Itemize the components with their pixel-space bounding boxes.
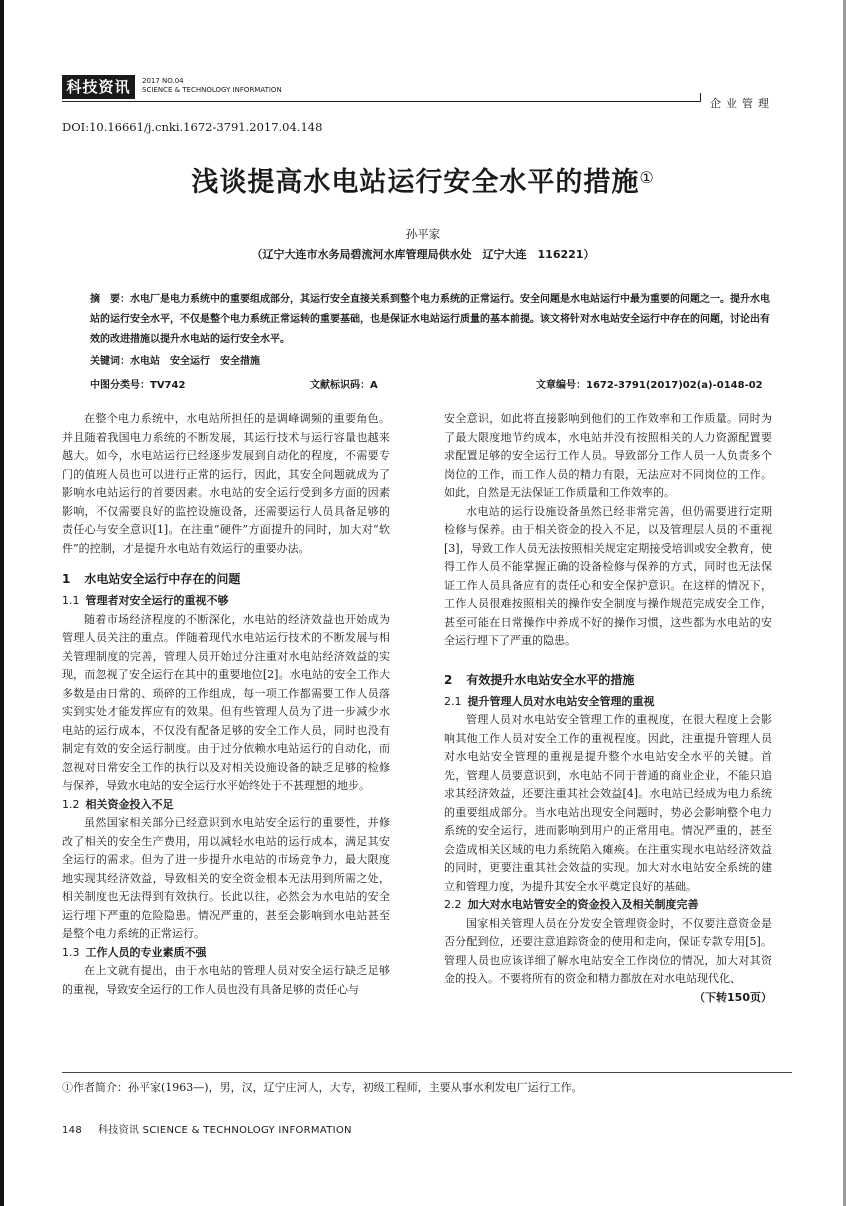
section-1-3-paragraph-b: 安全意识，如此将直接影响到他们的工作效率和工作质量。同时为了最大限度地节约成本，水电站并没有按照相关的人力资源配置要求配置足够的安全运行工作人员。导致部分工作人员一人负责多个岗位的工作，而工作人员的精力有限，无法应对不同岗位的工作。如此，自然是无法保证工作质量和工作效率的。 xyxy=(444,412,772,499)
page-number: 148 xyxy=(62,1125,82,1136)
footer-journal: 科技资讯 SCIENCE & TECHNOLOGY INFORMATION xyxy=(98,1125,352,1136)
section-2-2-title: 加大对水电站管安全的资金投入及相关制度完善 xyxy=(467,898,699,911)
section-1-1-number: 1.1 xyxy=(62,594,80,607)
document-code: 文献标识码：A xyxy=(310,380,378,391)
header-rule-tick xyxy=(700,93,701,102)
section-1-heading xyxy=(62,570,390,588)
author-footnote: ①作者简介：孙平家(1963—)，男，汉，辽宁庄河人，大专，初级工程师，主要从事水利发电厂运行工作。 xyxy=(62,1081,583,1094)
section-1-3-title: 工作人员的专业素质不强 xyxy=(85,945,207,959)
section-1-2-heading xyxy=(62,796,390,815)
section-1-number: 1 xyxy=(62,572,71,586)
article-number: 文章编号：1672-3791(2017)02(a)-0148-02 xyxy=(536,380,763,391)
section-2-1-heading xyxy=(444,693,772,712)
section-1-title: 水电站安全运行中存在的问题 xyxy=(84,572,241,586)
section-1-1-title: 管理者对安全运行的重视不够 xyxy=(85,594,229,607)
section-1-3-paragraph-c: 水电站的运行设施设备虽然已经非常完善，但仍需要进行定期检修与保养。由于相关资金的投入不足，以及管理层人员的不重视[3]，导致工作人员无法按照相关规定定期接受培训或安全教育，使得工作人员不能掌握正确的设备检修与保养的方式，同时也无法保证工作人员具备应有的责任心和安全保护意识。在这样的情况下，工作人员很难按照相关的操作安全制度与操作规范完成安全工作，甚至可能在日常操作中养成不好的操作习惯，这些都为水电站的安全运行埋下了严重的隐患。 xyxy=(444,504,772,647)
continued-note: （下转150页） xyxy=(694,990,772,1004)
paper-title xyxy=(0,160,846,199)
section-2-1-title: 提升管理人员对水电站安全管理的重视 xyxy=(467,694,655,708)
header-rule xyxy=(62,101,700,102)
affiliation: （辽宁大连市水务局碧流河水库管理局供水处 辽宁大连 116221） xyxy=(251,248,595,261)
section-1-2-paragraph: 虽然国家相关部分已经意识到水电站安全运行的重要性，并修改了相关的安全生产费用，用以减轻水电站的运行成本，满足其安全运行的需求。但为了进一步提升水电站的市场竞争力，最大限度地实现其经济效益，导致相关的安全资金根本无法用到所需之处，相关制度也无法得到有效执行。长此以往，必然会为水电站的安全运行埋下严重的危险隐患。情况严重的，甚至会影响到水电站甚至是整个电力系统的正常运行。 xyxy=(62,816,390,940)
section-1-1-paragraph: 随着市场经济程度的不断深化，水电站的经济效益也开始成为管理人员关注的重点。伴随着现代水电站运行技术的不断发展与相关管理制度的完善，管理人员开始过分注重对水电站经济效益的实现，而忽视了安全运行在其中的重要地位[2]。水电站的安全工作大多数是由日常的、琐碎的工作组成，每一项工作都需要工作人员落实到实处才能发挥应有的效果。但有些管理人员为了进一步减少水电站的运行成本，不仅没有配备足够的安全工作人员，同时也没有制定有效的安全运行制度。由于过分依赖水电站运行的自动化，而忽视对日常安全工作的执行以及对相关设施设备的缺乏足够的检修与保养，导致水电站的安全运行水平始终处于不甚理想的地步。 xyxy=(62,612,390,792)
abstract-label: 摘 要： xyxy=(90,294,130,305)
right-column xyxy=(444,410,772,1007)
title-footnote-mark: ① xyxy=(639,168,655,187)
section-1-2-title: 相关资金投入不足 xyxy=(85,797,174,811)
journal-issue: 2017 NO.04 xyxy=(142,77,184,85)
section-2-2-paragraph: 国家相关管理人员在分发安全管理资金时，不仅要注意资金是否分配到位，还要注意追踪资金的使用和走向，保证专款专用[5]。管理人员也应该详细了解水电站安全工作岗位的情况，加大对其资金的投入。不要将所有的资金和精力都放在对水电站现代化、 xyxy=(444,916,772,985)
journal-english-name: SCIENCE & TECHNOLOGY INFORMATION xyxy=(142,86,282,94)
section-2-2-heading xyxy=(444,896,772,915)
section-2-1-number: 2.1 xyxy=(444,694,462,708)
section-1-2-number: 1.2 xyxy=(62,797,80,811)
section-2-title: 有效提升水电站安全水平的措施 xyxy=(466,672,635,687)
left-column xyxy=(62,410,390,999)
page-footer xyxy=(62,1121,352,1136)
section-2-number: 2 xyxy=(444,672,453,687)
section-1-1-heading xyxy=(62,592,390,611)
keywords xyxy=(90,352,260,367)
section-1-3-heading xyxy=(62,944,390,963)
section-1-3-paragraph-a: 在上文就有提出，由于水电站的管理人员对安全运行缺乏足够的重视，导致安全运行的工作人员也没有具备足够的责任心与 xyxy=(62,964,390,996)
doi: DOI:10.16661/j.cnki.1672-3791.2017.04.148 xyxy=(62,120,323,134)
journal-issue-block xyxy=(142,77,282,95)
section-2-2-number: 2.2 xyxy=(444,898,462,911)
journal-logo: 科技资讯 xyxy=(62,75,135,99)
footnote-rule xyxy=(62,1072,792,1073)
section-category: 企业管理 xyxy=(710,97,774,110)
keywords-label: 关键词： xyxy=(90,356,130,367)
paper-title-text: 浅谈提高水电站运行安全水平的措施 xyxy=(191,167,640,198)
abstract-text: 水电厂是电力系统中的重要组成部分，其运行安全直接关系到整个电力系统的正常运行。安全问题是水电站运行中最为重要的问题之一。提升水电站的运行安全水平，不仅是整个电力系统正常运转的重要基础，也是保证水电站运行质量的基本前提。该文将针对水电站安全运行中存在的问题，讨论出有效的改进措施以提升水电站的运行安全水平。 xyxy=(90,294,770,345)
section-2-1-paragraph: 管理人员对水电站安全管理工作的重视度，在很大程度上会影响其他工作人员对安全工作的重视程度。因此，注重提升管理人员对水电站安全管理的重视是提升整个水电站安全水平的关键。首先，管理人员要意识到，水电站不同于普通的商业企业，不能只追求其经济效益，还要注重其社会效益[4]。水电站已经成为电力系统的重要组成部分。当水电站出现安全问题时，势必会影响整个电力系统的安全运行，进而影响到用户的正常用电。情况严重的，甚至会造成相关区域的电力系统陷入瘫痪。在注重实现水电站经济效益的同时，更要注重其社会效益的实现。加大对水电站安全系统的建立和管理力度，为提升其安全水平奠定良好的基础。 xyxy=(444,713,772,893)
abstract xyxy=(90,290,770,350)
intro-paragraph: 在整个电力系统中，水电站所担任的是调峰调频的重要角色。并且随着我国电力系统的不断发展，其运行技术与运行容量也越来越大。如今，水电站运行已经逐步发展到自动化的程度，不需要专门的值班人员也可以进行正常的运行，因此，其安全问题就成为了影响水电站运行的首要因素。水电站的安全运行受到多方面的因素影响，不仅需要良好的监控设施设备，还需要运行人员具备足够的责任心与安全意识[1]。在注重“硬件”方面提升的同时，加大对“软件”的控制，才是提升水电站有效运行的重要办法。 xyxy=(62,412,390,555)
keywords-text: 水电站 安全运行 安全措施 xyxy=(130,356,260,367)
author: 孙平家 xyxy=(405,227,441,241)
section-1-3-number: 1.3 xyxy=(62,945,80,959)
clc-number: 中图分类号：TV742 xyxy=(90,380,186,391)
section-2-heading xyxy=(444,671,772,689)
